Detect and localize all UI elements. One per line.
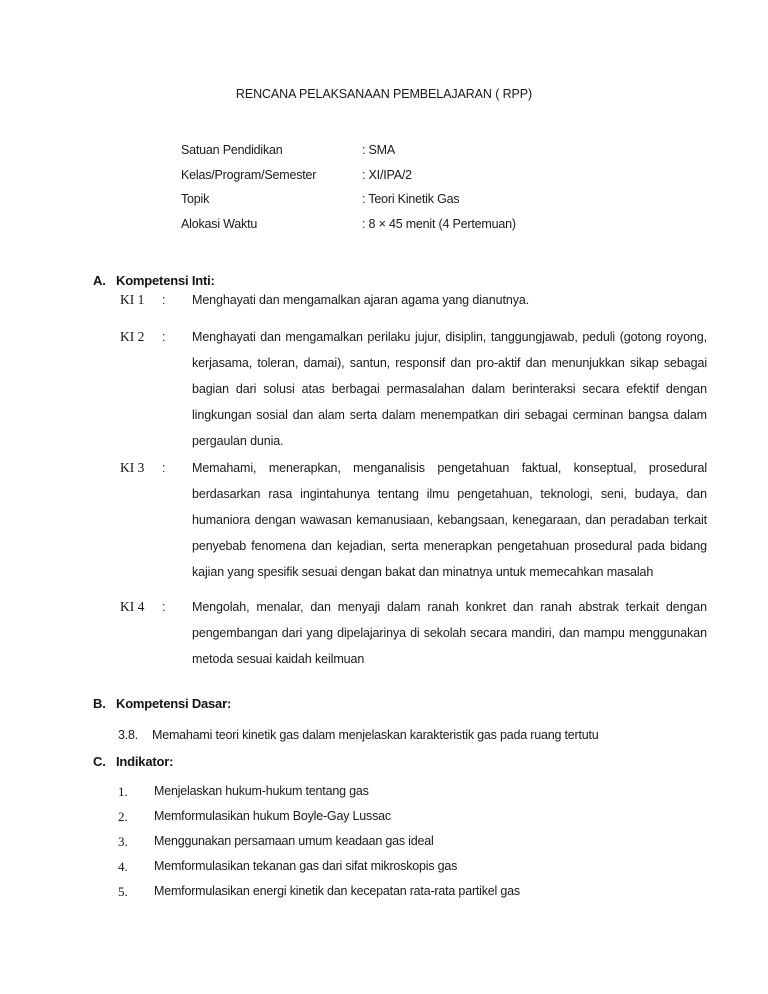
- ki-colon: :: [162, 330, 166, 344]
- info-table: [181, 138, 516, 237]
- indicator-item-5: [118, 879, 520, 904]
- indicator-text: Menggunakan persamaan umum keadaan gas ideal: [154, 834, 434, 848]
- info-row-kelas-program-semester: [181, 163, 516, 188]
- kompetensi-dasar-item: [118, 725, 709, 745]
- section-label: Indikator:: [116, 754, 174, 769]
- info-label: Topik: [181, 192, 210, 207]
- kd-text: Memahami teori kinetik gas dalam menjelaskan karakteristik gas pada ruang tertutu: [152, 728, 599, 742]
- info-label: Satuan Pendidikan: [181, 143, 283, 157]
- indicator-text: Memformulasikan energi kinetik dan kecepatan rata-rata partikel gas: [154, 884, 520, 898]
- document-title: RENCANA PELAKSANAAN PEMBELAJARAN ( RPP): [235, 87, 533, 101]
- section-heading-indikator: [93, 754, 173, 770]
- ki-text: Memahami, menerapkan, menganalisis pengetahuan faktual, konseptual, prosedural berdasarkan rasa ingintahunya tentang ilmu pengetahuan, teknologi, seni, budaya, dan humaniora dengan wawasan kemanusiaan, kebangsaan, kenegaraan, dan peradaban terkait penyebab fenomena dan kejadian, serta menerapkan pengetahuan prosedural pada bidang kajian yang spesifik sesuai dengan bakat dan minatnya untuk memecahkan masalah: [192, 461, 707, 579]
- kd-number: 3.8.: [118, 728, 139, 742]
- indicator-text: Memformulasikan tekanan gas dari sifat mikroskopis gas: [154, 859, 458, 873]
- indicator-number: 2.: [118, 809, 128, 824]
- section-marker: A.: [93, 273, 106, 288]
- indicator-item-1: [118, 779, 520, 804]
- indicator-number: 4.: [118, 859, 128, 874]
- indicator-item-2: [118, 804, 520, 829]
- info-value: : 8 × 45 menit (4 Pertemuan): [362, 217, 516, 232]
- ki-text: Menghayati dan mengamalkan ajaran agama yang dianutnya.: [192, 293, 530, 307]
- ki-label: KI 4: [120, 599, 145, 614]
- info-value: : SMA: [362, 143, 396, 157]
- indicator-item-4: [118, 854, 520, 879]
- ki-item-2: [120, 324, 707, 454]
- section-label: Kompetensi Inti:: [116, 273, 215, 288]
- ki-text: Mengolah, menalar, dan menyaji dalam ranah konkret dan ranah abstrak terkait dengan pengembangan dari yang dipelajarinya di sekolah secara mandiri, dan mampu menggunakan metoda sesuai kaidah keilmuan: [192, 600, 707, 666]
- indicator-list: [118, 779, 520, 904]
- info-label: Kelas/Program/Semester: [181, 167, 317, 182]
- info-value: : Teori Kinetik Gas: [362, 192, 460, 207]
- section-marker: B.: [93, 696, 106, 711]
- section-label: Kompetensi Dasar:: [116, 696, 232, 711]
- info-value: : XI/IPA/2: [362, 167, 412, 182]
- indicator-text: Memformulasikan hukum Boyle-Gay Lussac: [154, 809, 391, 823]
- indicator-text: Menjelaskan hukum-hukum tentang gas: [154, 784, 369, 798]
- ki-label: KI 2: [120, 329, 145, 344]
- ki-label: KI 1: [120, 292, 145, 307]
- section-marker: C.: [93, 754, 106, 769]
- ki-item-1: [120, 287, 707, 313]
- info-label: Alokasi Waktu: [181, 217, 258, 232]
- section-heading-kompetensi-dasar: [93, 696, 231, 712]
- ki-text: Menghayati dan mengamalkan perilaku jujur, disiplin, tanggungjawab, peduli (gotong royong, kerjasama, toleran, damai), santun, responsif dan pro-aktif dan menunjukkan sikap sebagai bagian dari solusi atas berbagai permasalahan dalam berinteraksi secara efektif dengan lingkungan sosial dan alam serta dalam menempatkan diri sebagai cerminan bangsa dalam pergaulan dunia.: [192, 330, 707, 448]
- info-row-satuan-pendidikan: [181, 138, 516, 163]
- ki-colon: :: [162, 461, 166, 475]
- indicator-number: 3.: [118, 834, 128, 849]
- indicator-number: 5.: [118, 884, 128, 899]
- ki-label: KI 3: [120, 460, 145, 475]
- ki-colon: :: [162, 293, 166, 307]
- indicator-item-3: [118, 829, 520, 854]
- indicator-number: 1.: [118, 784, 128, 799]
- ki-item-4: [120, 594, 707, 672]
- info-row-topik: [181, 187, 516, 212]
- info-row-alokasi-waktu: [181, 212, 516, 237]
- ki-colon: :: [162, 600, 166, 614]
- ki-item-3: [120, 455, 707, 585]
